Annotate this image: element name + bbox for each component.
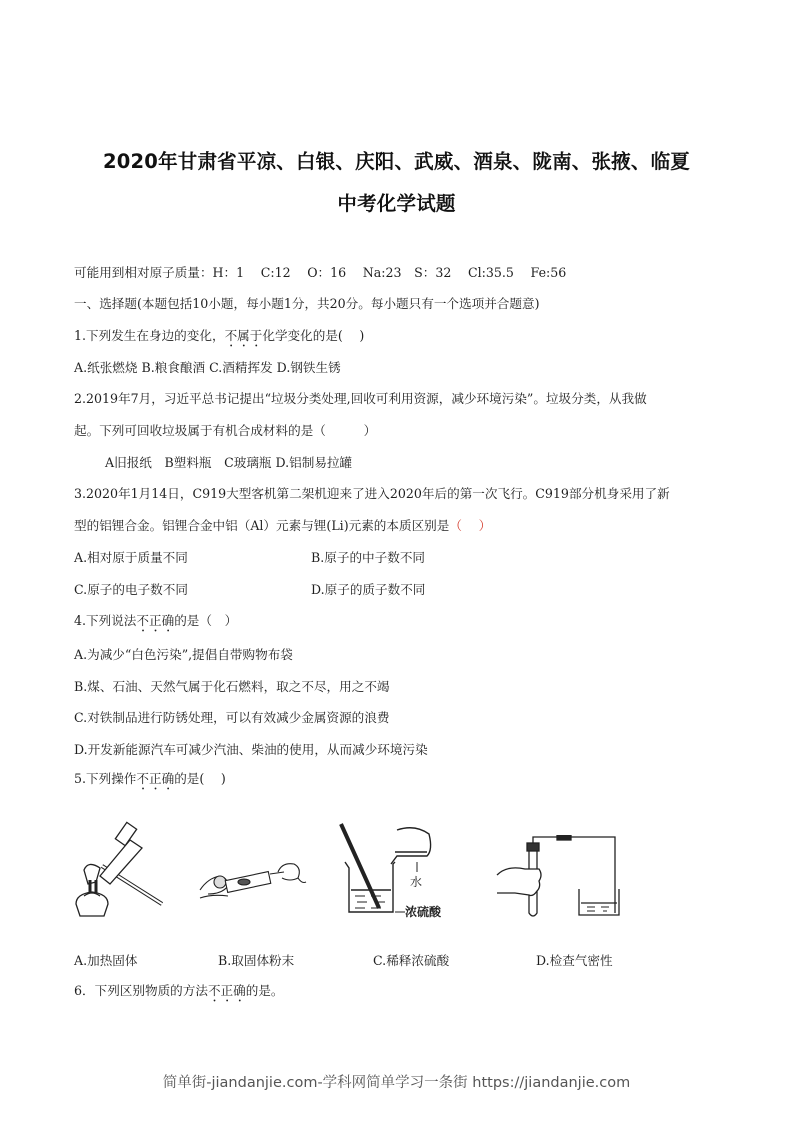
question-3-line2 (74, 515, 491, 534)
question-2-options: A旧报纸 B塑料瓶 C玻璃瓶 D.铝制易拉罐 (105, 455, 353, 470)
footer-watermark: 简单街-jiandanjie.com-学科网简单学习一条街 https://jiandanjie.com (162, 1075, 631, 1091)
atomic-masses: 可能用到相对原子质量：H：1 C:12 O：16 Na:23 S：32 Cl:35.5 Fe:56 (74, 265, 567, 280)
question-1-options: A.纸张燃烧 B.粮食酿酒 C.酒精挥发 D.钢铁生锈 (74, 360, 341, 375)
question-2-line1: 2.2019年7月，习近平总书记提出“垃圾分类处理,回收可利用资源，减少环境污染”。垃圾分类，从我做 (74, 391, 647, 406)
question-4-emphasis: 不正确 (136, 613, 175, 628)
question-4-option-a: A.为减少“白色污染”,提倡自带购物布袋 (74, 647, 293, 662)
diluting-acid-figure (335, 820, 470, 920)
question-5 (74, 768, 226, 793)
airtightness-check-figure (495, 835, 630, 920)
question-4-option-d: D.开发新能源汽车可减少汽油、柴油的使用，从而减少环境污染 (74, 742, 428, 757)
question-5-option-c: C.稀释浓硫酸 (373, 953, 450, 968)
question-4-suffix: 的是（ ） (174, 613, 238, 628)
question-1-emphasis: 不属于 (224, 328, 263, 343)
question-6-suffix: 的是。 (245, 983, 284, 998)
acid-label: 浓硫酸 (405, 905, 442, 919)
heating-solid-figure (70, 818, 170, 918)
question-3-option-a: A.相对原于质量不同 (74, 550, 188, 565)
question-4 (74, 610, 237, 635)
question-4-option-b: B.煤、石油、天然气属于化石燃料，取之不尽，用之不竭 (74, 679, 390, 694)
question-4-prefix: 4.下列说法 (74, 613, 137, 628)
question-5-prefix: 5.下列操作 (74, 771, 137, 786)
question-3-line2-text: 型的铝锂合金。铝锂合金中铝（Al）元素与锂(Li)元素的本质区别是 (74, 518, 450, 533)
section-heading: 一、选择题(本题包括10小题，每小题1分，共20分。每小题只有一个选项并合题意) (74, 296, 540, 311)
question-5-emphasis: 不正确 (136, 771, 175, 786)
question-4-option-c: C.对铁制品进行防锈处理，可以有效减少金属资源的浪费 (74, 710, 390, 725)
question-6-emphasis: 不正确 (207, 983, 246, 998)
question-1-suffix: 化学变化的是( ) (262, 328, 365, 343)
question-3-option-b: B.原子的中子数不同 (311, 550, 426, 565)
question-3-option-c: C.原子的电子数不同 (74, 582, 188, 597)
question-5-option-a: A.加热固体 (74, 953, 138, 968)
water-label: 水 (410, 875, 423, 889)
question-1-prefix: 1.下列发生在身边的变化， (74, 328, 225, 343)
document-title-line1: 2020年甘肃省平凉、白银、庆阳、武威、酒泉、陇南、张掖、临夏 (103, 150, 690, 173)
answer-parenthesis: （ ） (449, 518, 492, 533)
question-3-option-d: D.原子的质子数不同 (311, 582, 426, 597)
question-1 (74, 325, 364, 350)
question-6 (74, 980, 284, 1005)
question-5-suffix: 的是( ) (174, 771, 226, 786)
question-5-option-b: B.取固体粉末 (218, 953, 295, 968)
document-title-line2: 中考化学试题 (337, 192, 456, 215)
taking-powder-figure (198, 860, 308, 900)
question-2-line2: 起。下列可回收垃圾属于有机合成材料的是（ ） (74, 423, 377, 438)
question-5-option-d: D.检查气密性 (536, 953, 613, 968)
question-3-line1: 3.2020年1月14日，C919大型客机第二架机迎来了进入2020年后的第一次飞行。C919部分机身采用了新 (74, 486, 670, 501)
question-6-prefix: 6．下列区别物质的方法 (74, 983, 208, 998)
